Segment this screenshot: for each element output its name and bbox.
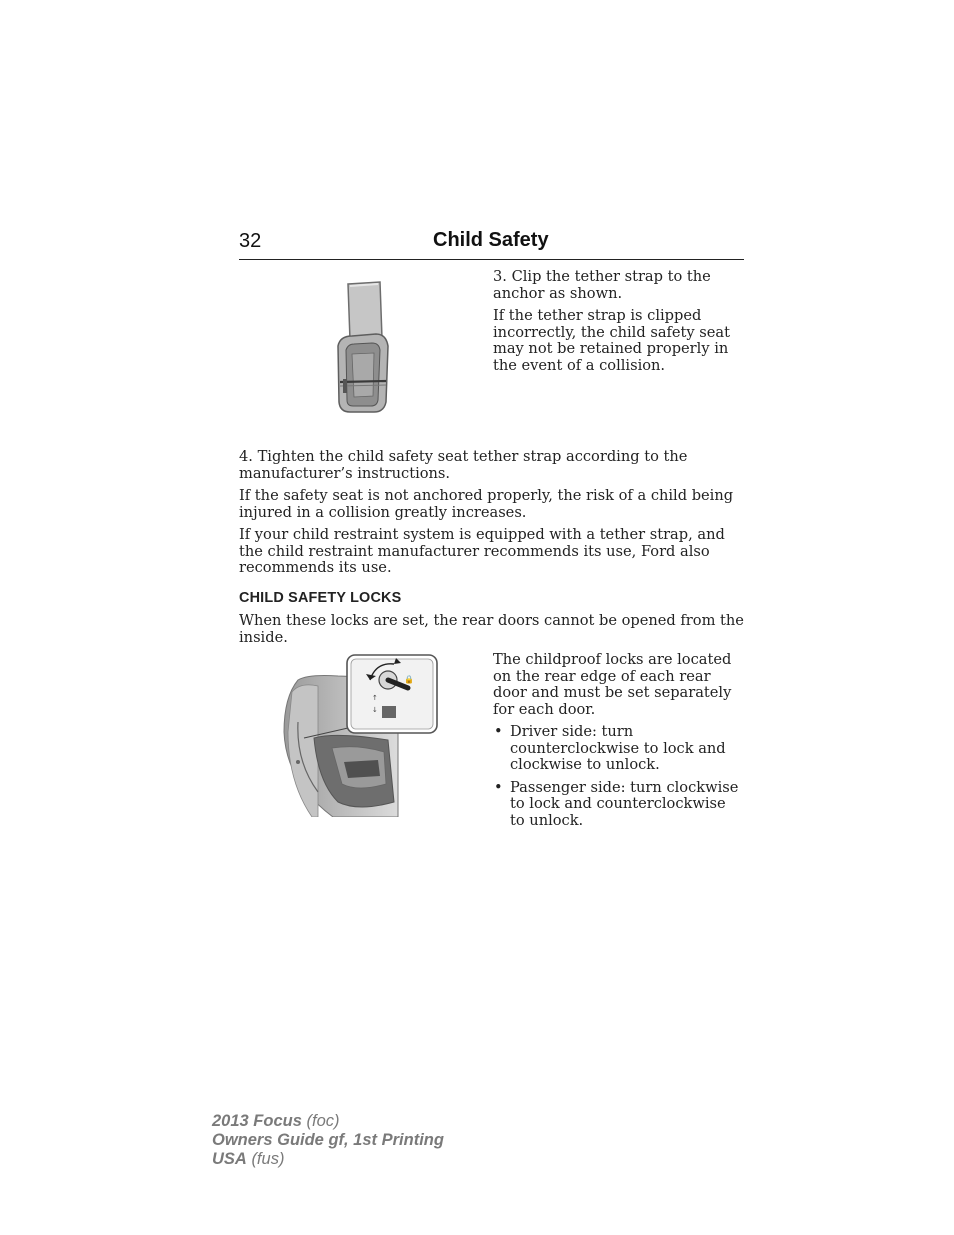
- footer-region-line: [212, 1150, 444, 1169]
- step-3-column: [493, 269, 743, 374]
- page-header: [239, 228, 744, 260]
- driver-side-instruction: Driver side: turn counterclockwise to lock and clockwise to unlock.: [510, 723, 726, 773]
- list-item: [493, 724, 743, 774]
- page-footer: [212, 1112, 444, 1169]
- bullet-symbol: •: [494, 778, 503, 796]
- footer-region: USA: [212, 1150, 247, 1168]
- locks-location-text: The childproof locks are located on the rear edge of each rear door and must be set separately for each door.: [493, 651, 732, 718]
- list-item: [493, 780, 743, 830]
- svg-text:↓: ↓: [372, 706, 378, 714]
- footer-model-code: (foc): [306, 1112, 340, 1130]
- child-lock-door-illustration: [278, 652, 440, 817]
- tether-recommendation-paragraph: If your child restraint system is equipped with a tether strap, and the child restraint manufacturer recommends its use, Ford also recommends its use.: [239, 526, 725, 576]
- footer-model-line: [212, 1112, 444, 1131]
- step-3-warning: If the tether strap is clipped incorrectly, the child safety seat may not be retained properly in the event of a collision.: [493, 307, 730, 374]
- locks-intro-text: When these locks are set, the rear doors cannot be opened from the inside.: [239, 612, 744, 646]
- locks-details-column: [493, 652, 743, 829]
- section-title: Child Safety: [433, 229, 549, 251]
- page-number: 32: [239, 230, 262, 252]
- step-3-instruction: 3. Clip the tether strap to the anchor as shown.: [493, 268, 711, 302]
- bullet-symbol: •: [494, 723, 503, 740]
- anchoring-risk-paragraph: If the safety seat is not anchored properly, the risk of a child being injured in a collision greatly increases.: [239, 487, 734, 521]
- tether-strap-illustration: [320, 276, 410, 416]
- footer-guide-line: [212, 1131, 444, 1150]
- passenger-side-instruction: Passenger side: turn clockwise to lock and counterclockwise to unlock.: [510, 778, 739, 829]
- svg-text:🔒: 🔒: [404, 675, 414, 684]
- footer-region-code: (fus): [251, 1150, 285, 1168]
- footer-guide: Owners Guide gf, 1st Printing: [212, 1131, 444, 1149]
- footer-model: 2013 Focus: [212, 1112, 302, 1130]
- step-4-instruction: 4. Tighten the child safety seat tether strap according to the manufacturer’s instructions.: [239, 448, 688, 482]
- locks-intro: [239, 613, 744, 646]
- child-safety-locks-heading: CHILD SAFETY LOCKS: [239, 590, 402, 606]
- step-4-block: [239, 449, 744, 577]
- svg-text:↑: ↑: [372, 694, 378, 702]
